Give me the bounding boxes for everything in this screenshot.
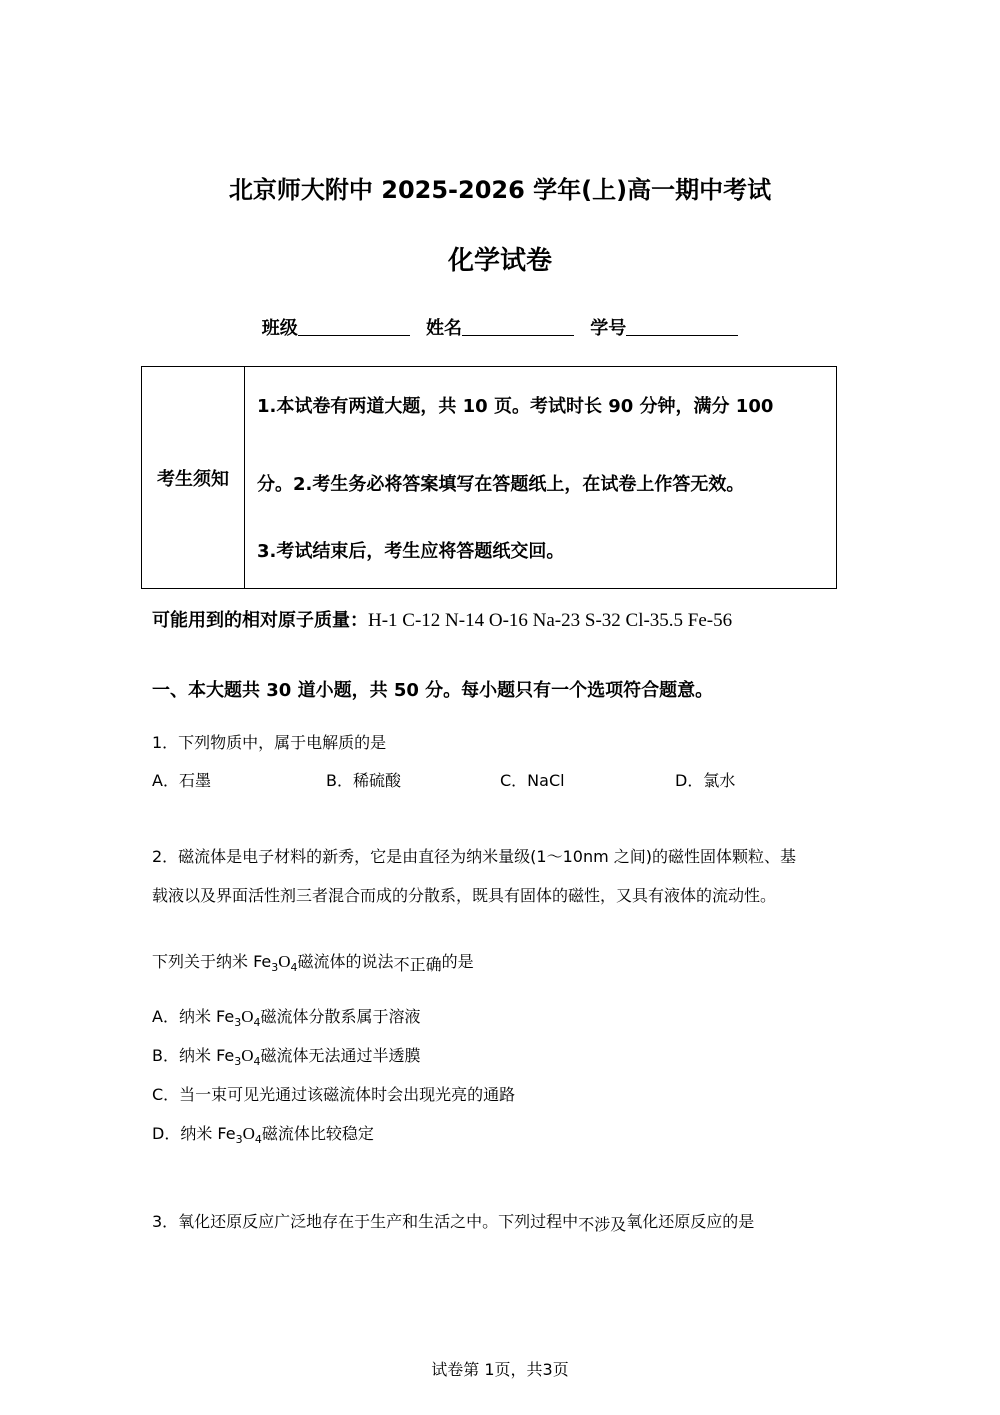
atomic-masses-label: 可能用到的相对原子质量： (152, 610, 368, 631)
q2-a-sub3: 3 (234, 1016, 242, 1030)
id-blank[interactable] (626, 317, 738, 336)
class-label: 班级 (261, 318, 298, 339)
question-2-option-d[interactable] (152, 1121, 374, 1146)
class-blank[interactable] (298, 317, 410, 336)
q2-d-sub4: 4 (254, 1133, 262, 1147)
q2-ask-end: 的是 (441, 952, 474, 971)
q3-suffix: 氧化还原反应的是 (626, 1212, 755, 1231)
q2-ask-suffix: 磁流体的说法 (297, 952, 394, 971)
page-footer: 试卷第 1页，共3页 (431, 1360, 569, 1379)
q3-emphasis: 不涉及 (578, 1215, 627, 1234)
name-label: 姓名 (426, 318, 462, 339)
q2-b-o: O (241, 1046, 254, 1065)
notice-line-1: 1.本试卷有两道大题，共 10 页。考试时长 90 分钟，满分 100 (257, 396, 774, 417)
question-2-stem-line-1: 2．磁流体是电子材料的新秀，它是由直径为纳米量级(1～10nm 之间)的磁性固体颗粒、基 (152, 847, 797, 866)
question-2-stem-line-2: 载液以及界面活性剂三者混合而成的分散系，既具有固体的磁性，又具有液体的流动性。 (152, 886, 777, 905)
question-1-option-c[interactable]: C．NaCl (500, 771, 565, 790)
section-1-heading: 一、本大题共 30 道小题，共 50 分。每小题只有一个选项符合题意。 (152, 680, 714, 701)
question-1-option-b[interactable]: B．稀硫酸 (326, 771, 401, 790)
q2-b-sub4: 4 (253, 1055, 261, 1069)
question-1-option-a[interactable]: A．石墨 (152, 771, 211, 790)
notice-label: 考生须知 (142, 367, 245, 588)
notice-table (141, 366, 837, 589)
exam-subtitle: 化学试卷 (447, 246, 552, 276)
q2-b-prefix: B．纳米 Fe (152, 1046, 235, 1065)
q2-a-prefix: A．纳米 Fe (152, 1007, 235, 1026)
question-1-option-d[interactable]: D．氯水 (675, 771, 736, 790)
q2-d-suffix: 磁流体比较稳定 (261, 1124, 374, 1143)
q2-b-sub3: 3 (234, 1055, 242, 1069)
q2-d-prefix: D．纳米 Fe (152, 1124, 236, 1143)
q2-ask-o: O (278, 952, 291, 971)
q2-a-o: O (241, 1007, 254, 1026)
q2-d-sub3: 3 (235, 1133, 243, 1147)
q2-b-suffix: 磁流体无法通过半透膜 (260, 1046, 421, 1065)
student-info-fields (0, 314, 1000, 340)
exam-title: 北京师大附中 2025-2026 学年(上)高一期中考试 (228, 176, 772, 204)
question-1-stem: 1．下列物质中，属于电解质的是 (152, 733, 387, 752)
question-2-ask (152, 949, 474, 974)
notice-line-2: 分。2.考生务必将答案填写在答题纸上，在试卷上作答无效。 (257, 474, 745, 495)
question-2-option-c[interactable]: C．当一束可见光通过该磁流体时会出现光亮的通路 (152, 1085, 516, 1104)
id-label: 学号 (590, 318, 627, 339)
q2-ask-prefix: 下列关于纳米 Fe (152, 952, 272, 971)
q2-d-o: O (242, 1124, 255, 1143)
q2-ask-emphasis: 不正确 (393, 955, 442, 974)
name-blank[interactable] (462, 317, 574, 336)
question-3-stem (152, 1209, 754, 1232)
question-2-option-b[interactable] (152, 1043, 421, 1068)
notice-line-3: 3.考试结束后，考生应将答题纸交回。 (257, 541, 565, 562)
atomic-masses (152, 606, 732, 632)
atomic-masses-values: H-1 C-12 N-14 O-16 Na-23 S-32 Cl-35.5 Fe-56 (368, 610, 733, 631)
q2-ask-sub3: 3 (271, 961, 279, 975)
question-2-option-a[interactable] (152, 1004, 421, 1029)
q3-prefix: 3．氧化还原反应广泛地存在于生产和生活之中。下列过程中 (152, 1212, 579, 1231)
q2-a-suffix: 磁流体分散系属于溶液 (260, 1007, 421, 1026)
q2-ask-sub4: 4 (290, 961, 298, 975)
q2-a-sub4: 4 (253, 1016, 261, 1030)
